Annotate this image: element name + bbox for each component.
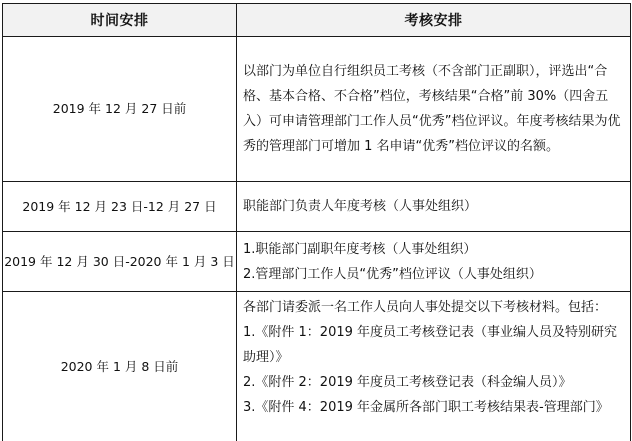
assessment-item: 3.《附件 4：2019 年金属所各部门职工考核结果表-管理部门》 (243, 400, 609, 415)
assessment-item: 1.职能部门副职年度考核（人事处组织） (243, 241, 477, 257)
table-row (3, 182, 631, 232)
assessment-intro: 各部门请委派一名工作人员向人事处提交以下考核材料。包括： (243, 300, 608, 315)
table-row (3, 232, 631, 292)
time-cell: 2019 年 12 月 30 日-2020 年 1 月 3 日 (3, 232, 237, 292)
time-cell: 2019 年 12 月 27 日前 (3, 37, 237, 182)
table-row (3, 292, 631, 441)
header-time: 时间安排 (3, 4, 237, 37)
assessment-cell (237, 182, 631, 232)
assessment-cell (237, 37, 631, 182)
assessment-cell (237, 232, 631, 292)
assessment-cell (237, 292, 631, 441)
assessment-item: 2.管理部门工作人员“优秀”档位评议（人事处组织） (243, 266, 542, 282)
header-row (3, 4, 631, 37)
assessment-text: 以部门为单位自行组织员工考核（不含部门正副职），评选出“合格、基本合格、不合格”档位，考核结果“合格”前 30%（四舍五入）可申请管理部门工作人员“优秀”档位评议。年度考核结果为优秀的管理部门可增加 1 名申请“优秀”档位评议的名额。 (243, 64, 621, 154)
table-row (3, 37, 631, 182)
assessment-schedule-table (2, 3, 631, 441)
header-assessment: 考核安排 (237, 4, 631, 37)
time-cell: 2019 年 12 月 23 日-12 月 27 日 (3, 182, 237, 232)
assessment-item: 1.《附件 1：2019 年度员工考核登记表（事业编人员及特别研究助理）》 (243, 325, 618, 365)
assessment-text: 职能部门负责人年度考核（人事处组织） (243, 199, 478, 214)
time-cell: 2020 年 1 月 8 日前 (3, 292, 237, 441)
assessment-item: 2.《附件 2：2019 年度员工考核登记表（科金编人员）》 (243, 375, 572, 390)
